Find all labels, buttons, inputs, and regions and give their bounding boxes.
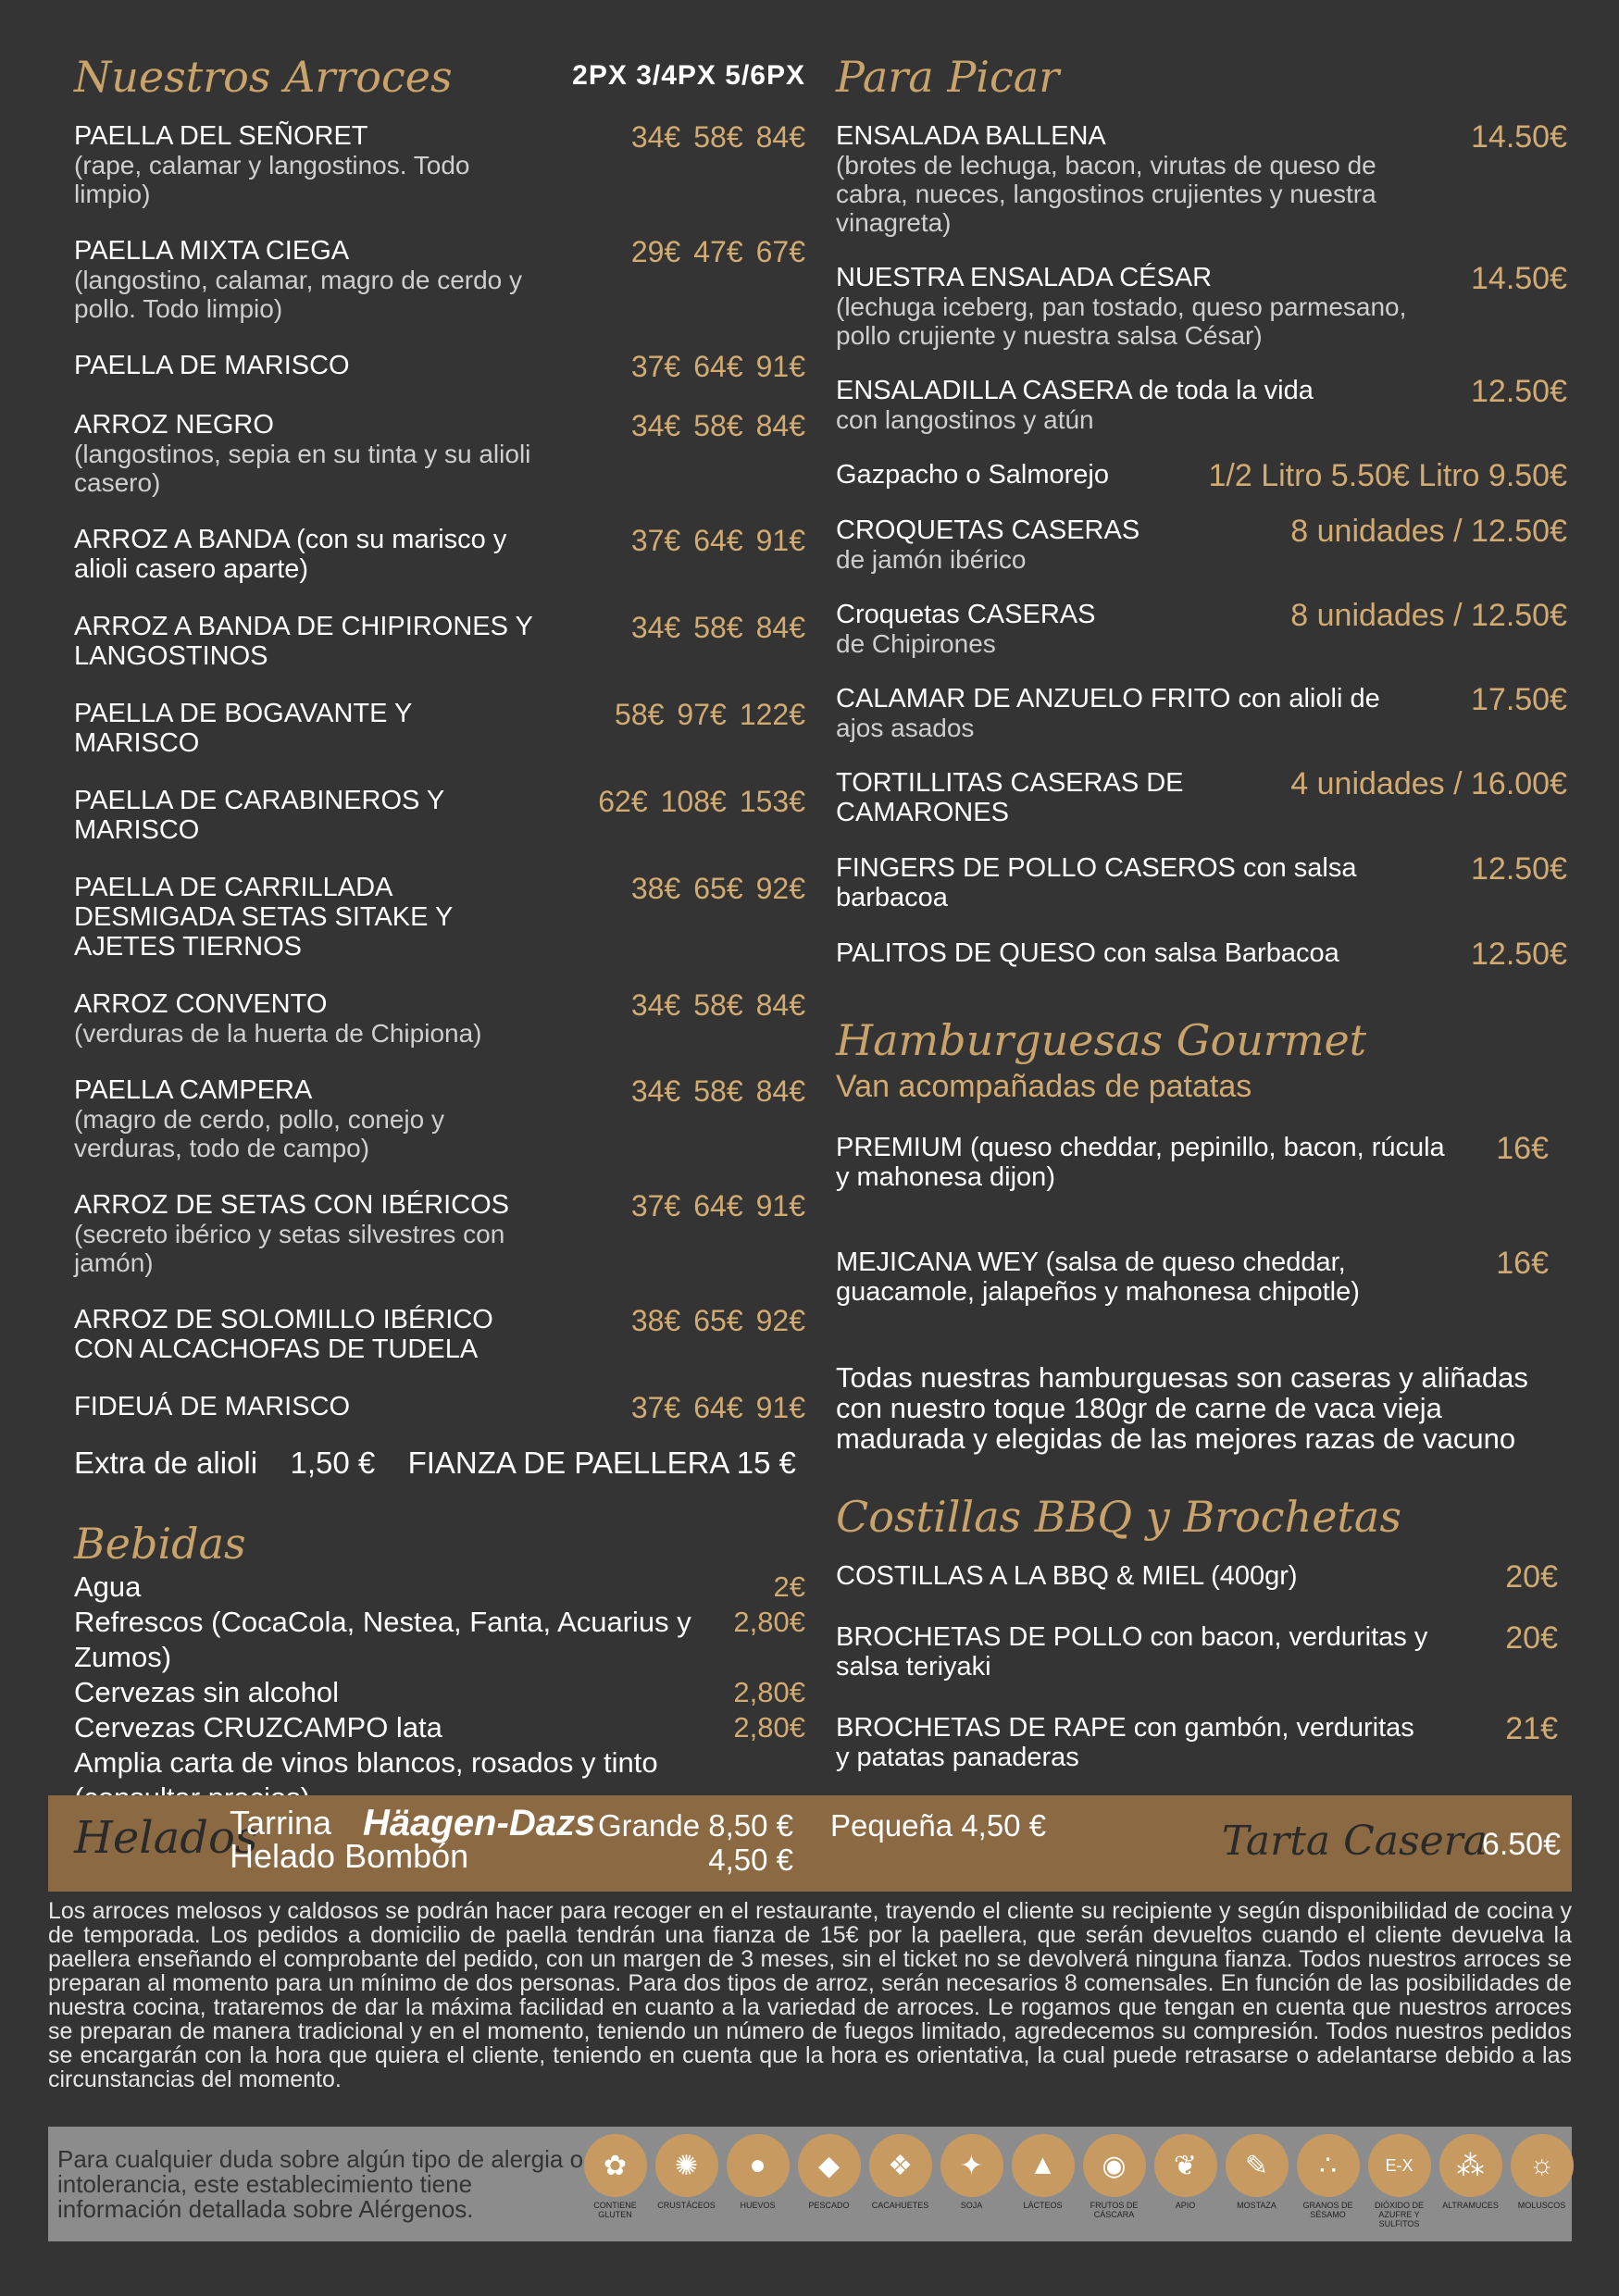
allergen-label: GRANOS DE SÉSAMO — [1302, 2201, 1353, 2219]
allergens-icons — [580, 2134, 1578, 2228]
costilla-name: BROCHETAS DE RAPE con gambón, verduritas y patatas panaderas — [836, 1713, 1414, 1772]
arroz-text — [74, 989, 537, 1048]
arroz-text — [74, 121, 537, 208]
picar-desc: (brotes de lechuga, bacon, virutas de queso de cabra, nueces, langostinos crujientes y nuestra vinagreta) — [836, 151, 1376, 237]
arroz-prices — [618, 525, 805, 556]
legal-text: Los arroces melosos y caldosos se podrán hacer para recoger en el restaurante, trayendo el cliente su recipiente y según disponibilidad de cocina y de temporada. Los pedidos a domicilio de paella tendrán una fianza de 15€ por la paellera, que serán devueltos cuando el cliente devuelva la paellera enseñando el comprobante del pedido, con un margen de 3 meses, sin el ticket no se devolverá ninguna fianza. Todos nuestros arroces se preparan al momento para un mínimo de dos personas. Para dos tipos de arroz, serán necesarios 8 comensales. En función de las posibilidades de nuestra cocina, trataremos de dar la máxima facilidad en cuanto a la variedad de arroces. Le rogamos que tengan en cuenta que nuestros arroces se preparan de manera tradicional y en el momento, teniendo un número de fuegos limitado, agredecemos su compresión. Todos nuestros pedidos se encargarán con la hora que quiera el cliente, teniendo en cuenta que la hora es orientativa, la cual puede retrasarse o adelantarse debido a las circunstancias del momento. — [48, 1898, 1572, 2092]
allergen-icon: ❦ — [1154, 2134, 1217, 2197]
arroz-name: ARROZ A BANDA (con su marisco y alioli casero aparte) — [74, 525, 507, 584]
arroces-sizes: 2PX 3/4PX 5/6PX — [572, 60, 805, 91]
arroz-item — [74, 410, 805, 497]
hamburguesas-list — [836, 1133, 1567, 1307]
picar-price: 17.50€ — [1471, 682, 1567, 717]
allergen-label: MOLUSCOS — [1517, 2201, 1566, 2210]
bebidas-title: Bebidas — [74, 1519, 246, 1569]
arroz-price-p2: 47€ — [693, 235, 743, 268]
arroz-prices — [618, 1305, 805, 1336]
arroz-item — [74, 612, 805, 671]
allergen-icon: ✦ — [940, 2134, 1003, 2197]
picar-price: 12.50€ — [1471, 374, 1567, 409]
arroz-price-p3: 153€ — [739, 785, 805, 818]
arroz-price-p1: 58€ — [615, 698, 665, 731]
picar-text — [836, 768, 1289, 827]
arroz-prices — [618, 612, 805, 643]
arroz-price-p2: 65€ — [693, 872, 743, 905]
allergen-icon: ▲ — [1012, 2134, 1075, 2197]
arroz-text — [74, 612, 537, 671]
picar-price: 14.50€ — [1471, 119, 1567, 155]
picar-desc: con langostinos y atún — [836, 405, 1094, 434]
arroz-prices — [618, 1190, 805, 1222]
arroz-name: ARROZ CONVENTO — [74, 989, 328, 1019]
arroz-text — [74, 525, 537, 584]
bebidas-section — [74, 1518, 805, 1816]
arroz-price-p1: 34€ — [630, 611, 681, 644]
arroz-desc: (rape, calamar y langostinos. Todo limpio) — [74, 151, 470, 208]
picar-text — [836, 600, 1289, 658]
burger-item — [836, 1247, 1567, 1307]
arroz-price-p1: 37€ — [630, 350, 681, 383]
arroz-price-p2: 64€ — [693, 1189, 743, 1222]
picar-text — [836, 376, 1447, 434]
burger-name: MEJICANA WEY (salsa de queso cheddar, guacamole, jalapeños y mahonesa chipotle) — [836, 1247, 1360, 1307]
allergen-item — [1436, 2134, 1505, 2228]
arroz-price-p3: 84€ — [755, 120, 805, 154]
arroz-prices — [618, 873, 805, 904]
bebida-name: Amplia carta de vinos blancos, rosados y tinto — [74, 1746, 658, 1779]
arroz-prices — [618, 1075, 805, 1107]
allergen-label: HUEVOS — [740, 2201, 776, 2210]
picar-name: Gazpacho o Salmorejo — [836, 460, 1109, 490]
allergen-item — [1293, 2134, 1363, 2228]
bebida-item — [74, 1710, 805, 1745]
arroz-price-p3: 84€ — [755, 409, 805, 442]
picar-text — [836, 515, 1289, 574]
allergen-item — [1364, 2134, 1434, 2228]
picar-name: CROQUETAS CASERAS — [836, 515, 1140, 545]
picar-item — [836, 515, 1567, 574]
helados-title: Helados — [74, 1812, 258, 1864]
arroz-name: PAELLA CAMPERA — [74, 1075, 313, 1105]
burger-item — [836, 1133, 1567, 1192]
picar-item — [836, 853, 1567, 912]
bebida-name: Cervezas CRUZCAMPO lata — [74, 1711, 442, 1744]
costillas-title: Costillas BBQ y Brochetas — [836, 1492, 1401, 1542]
arroz-price-p2: 58€ — [693, 120, 743, 154]
picar-name: FINGERS DE POLLO CASEROS con salsa barbacoa — [836, 853, 1357, 912]
allergen-icon: ☼ — [1511, 2134, 1574, 2197]
burger-name: PREMIUM (queso cheddar, pepinillo, bacon, rúcula y mahonesa dijon) — [836, 1133, 1445, 1192]
arroz-prices — [618, 121, 805, 153]
arroz-price-p2: 58€ — [693, 611, 743, 644]
allergen-icon: ⁂ — [1439, 2134, 1502, 2197]
bebidas-list — [74, 1570, 805, 1816]
arroz-name: ARROZ DE SETAS CON IBÉRICOS — [74, 1190, 509, 1220]
arroz-item — [74, 699, 805, 758]
burger-price: 16€ — [1496, 1246, 1549, 1281]
allergen-icon: E-X — [1368, 2134, 1431, 2197]
picar-name: ENSALADA BALLENA — [836, 121, 1106, 151]
costilla-item — [836, 1713, 1567, 1772]
picar-item — [836, 458, 1567, 493]
picar-item — [836, 684, 1567, 742]
arroz-price-p2: 58€ — [693, 988, 743, 1022]
arroz-item — [74, 1392, 805, 1423]
bebida-price: 2€ — [773, 1570, 805, 1603]
allergen-label: SOJA — [960, 2201, 983, 2210]
arroz-price-p1: 37€ — [630, 1189, 681, 1222]
picar-name: CALAMAR DE ANZUELO FRITO con alioli de — [836, 684, 1380, 714]
allergen-label: LÁCTEOS — [1023, 2201, 1063, 2210]
helados-bombon-price: 4,50 € — [708, 1843, 793, 1877]
arroz-price-p1: 38€ — [630, 1304, 681, 1337]
arroz-text — [74, 351, 537, 380]
arroz-item — [74, 1190, 805, 1277]
arroz-desc: (secreto ibérico y setas silvestres con jamón) — [74, 1220, 505, 1277]
arroz-price-p2: 64€ — [693, 1391, 743, 1424]
allergen-label: PESCADO — [808, 2201, 850, 2210]
costilla-item — [836, 1559, 1567, 1595]
picar-name: Croquetas CASERAS — [836, 600, 1096, 629]
arroces-header — [74, 51, 805, 103]
allergen-item — [1008, 2134, 1077, 2228]
arroz-desc: (magro de cerdo, pollo, conejo y verduras, todo de campo) — [74, 1105, 444, 1162]
arroz-item — [74, 873, 805, 962]
hamburguesas-subtitle: Van acompañadas de patatas — [836, 1069, 1252, 1104]
arroz-desc: (langostino, calamar, magro de cerdo y pollo. Todo limpio) — [74, 266, 523, 323]
costilla-price: 20€ — [1505, 1620, 1558, 1656]
arroz-price-p1: 34€ — [630, 120, 681, 154]
arroz-text — [74, 1305, 537, 1364]
arroz-item — [74, 1075, 805, 1162]
arroz-price-p3: 84€ — [755, 611, 805, 644]
haagen-dazs-logo: Häagen-Dazs — [363, 1803, 596, 1843]
picar-name: PALITOS DE QUESO con salsa Barbacoa — [836, 938, 1339, 968]
bebida-price: 2,80€ — [733, 1711, 805, 1744]
costilla-name: BROCHETAS DE POLLO con bacon, verduritas y salsa teriyaki — [836, 1622, 1428, 1682]
costilla-item — [836, 1622, 1567, 1682]
arroces-list — [74, 121, 805, 1423]
helados-tarrina: Tarrina — [230, 1804, 332, 1842]
picar-text — [836, 684, 1447, 742]
picar-price: 12.50€ — [1471, 937, 1567, 972]
picar-price: 8 unidades / 12.50€ — [1290, 598, 1567, 633]
burger-price: 16€ — [1496, 1131, 1549, 1166]
arroz-text — [74, 1075, 537, 1162]
arroz-name: PAELLA DE CARRILLADA DESMIGADA SETAS SITAKE Y AJETES TIERNOS — [74, 873, 453, 962]
allergen-label: ALTRAMUCES — [1442, 2201, 1499, 2210]
arroz-price-p1: 34€ — [630, 1074, 681, 1108]
picar-item — [836, 263, 1567, 350]
allergen-icon: ◉ — [1083, 2134, 1146, 2197]
arroz-name: PAELLA DE MARISCO — [74, 351, 350, 380]
arroz-text — [74, 1190, 537, 1277]
allergen-icon: ✿ — [584, 2134, 647, 2197]
arroz-name: ARROZ A BANDA DE CHIPIRONES Y LANGOSTINOS — [74, 612, 533, 671]
allergen-item — [1507, 2134, 1576, 2228]
arroz-price-p1: 62€ — [598, 785, 648, 818]
tarta-casera-price: 6.50€ — [1481, 1827, 1561, 1862]
arroces-extras — [74, 1446, 796, 1481]
allergen-icon: ✺ — [655, 2134, 718, 2197]
bebida-item — [74, 1570, 805, 1605]
arroz-item — [74, 989, 805, 1048]
picar-item — [836, 937, 1567, 972]
arroz-price-p1: 29€ — [630, 235, 681, 268]
allergen-label: MOSTAZA — [1237, 2201, 1277, 2210]
allergen-label: FRUTOS DE CÁSCARA — [1090, 2201, 1139, 2219]
arroz-price-p2: 108€ — [660, 785, 727, 818]
arroz-price-p3: 92€ — [755, 1304, 805, 1337]
picar-price: 4 unidades / 16.00€ — [1290, 766, 1567, 801]
arroz-price-p2: 97€ — [677, 698, 727, 731]
costillas-list — [836, 1561, 1567, 1772]
allergen-label: DIÓXIDO DE AZUFRE Y SULFITOS — [1374, 2201, 1424, 2228]
picar-name: ENSALADILLA CASERA de toda la vida — [836, 376, 1314, 405]
arroz-price-p2: 58€ — [693, 1074, 743, 1108]
picar-title: Para Picar — [836, 52, 1060, 102]
helados-prices — [598, 1808, 793, 1877]
allergen-icon: ◆ — [798, 2134, 861, 2197]
picar-desc: ajos asados — [836, 714, 975, 742]
arroz-prices — [618, 1392, 805, 1423]
allergen-icon: ∴ — [1297, 2134, 1360, 2197]
picar-text — [836, 121, 1447, 237]
picar-price: 14.50€ — [1471, 261, 1567, 296]
extra-price: 1,50 € — [290, 1446, 376, 1480]
arroz-item — [74, 786, 805, 845]
arroz-item — [74, 351, 805, 382]
arroz-price-p3: 92€ — [755, 872, 805, 905]
arroz-text — [74, 786, 537, 845]
arroz-price-p3: 84€ — [755, 1074, 805, 1108]
bebida-item — [74, 1605, 805, 1675]
hamburguesas-note: Todas nuestras hamburguesas son caseras y aliñadas con nuestro toque 180gr de carne de vaca vieja madurada y elegidas de las mejores razas de vacuno — [836, 1361, 1528, 1455]
picar-item — [836, 768, 1567, 827]
arroz-item — [74, 121, 805, 208]
left-column — [74, 51, 805, 1816]
costilla-name: COSTILLAS A LA BBQ & MIEL (400gr) — [836, 1561, 1298, 1591]
helados-bombon: Helado Bombón — [230, 1837, 469, 1875]
arroz-name: PAELLA DE BOGAVANTE Y MARISCO — [74, 699, 412, 758]
arroz-text — [74, 873, 537, 962]
picar-item — [836, 600, 1567, 658]
allergen-icon: ● — [727, 2134, 790, 2197]
arroz-price-p3: 91€ — [755, 350, 805, 383]
picar-list — [836, 119, 1567, 972]
arroz-price-p2: 65€ — [693, 1304, 743, 1337]
tarta-casera-title: Tarta Casera — [1222, 1818, 1488, 1865]
right-column — [836, 51, 1567, 1804]
bebida-name: Agua — [74, 1570, 142, 1603]
picar-desc: de Chipirones — [836, 629, 996, 658]
arroz-name: ARROZ NEGRO — [74, 410, 274, 440]
arroz-name: PAELLA DE CARABINEROS Y MARISCO — [74, 786, 444, 845]
allergen-item — [652, 2134, 721, 2228]
picar-text — [836, 853, 1447, 912]
hamburguesas-title: Hamburguesas Gourmet — [836, 1015, 1367, 1065]
bebida-price: 2,80€ — [733, 1676, 805, 1708]
arroz-price-p2: 64€ — [693, 524, 743, 557]
allergen-label: CACAHUETES — [871, 2201, 929, 2210]
allergen-item — [794, 2134, 864, 2228]
arroz-name: PAELLA MIXTA CIEGA — [74, 236, 350, 266]
arroz-price-p1: 37€ — [630, 1391, 681, 1424]
bebida-name: Cervezas sin alcohol — [74, 1676, 340, 1708]
arroz-price-p3: 91€ — [755, 524, 805, 557]
allergen-item — [1079, 2134, 1149, 2228]
arroz-price-p2: 58€ — [693, 409, 743, 442]
arroz-text — [74, 699, 537, 758]
arroz-desc: (langostinos, sepia en su tinta y su alioli casero) — [74, 440, 531, 497]
allergens-bar — [48, 2127, 1572, 2241]
allergen-item — [866, 2134, 935, 2228]
arroz-prices — [618, 989, 805, 1021]
arroz-prices — [618, 236, 805, 267]
arroz-text — [74, 1392, 537, 1421]
allergen-label: CONTIENE GLUTEN — [593, 2201, 637, 2219]
picar-name: NUESTRA ENSALADA CÉSAR — [836, 263, 1213, 292]
arroces-title: Nuestros Arroces — [74, 52, 453, 102]
arroz-price-p3: 67€ — [755, 235, 805, 268]
arroz-prices — [585, 786, 805, 817]
arroz-name: ARROZ DE SOLOMILLO IBÉRICO CON ALCACHOFAS DE TUDELA — [74, 1305, 493, 1364]
costilla-price: 21€ — [1505, 1711, 1558, 1746]
allergen-label: CRUSTÁCEOS — [657, 2201, 716, 2210]
picar-item — [836, 121, 1567, 237]
arroz-prices — [618, 410, 805, 441]
helados-pequena: Pequeña 4,50 € — [830, 1808, 1047, 1843]
allergen-label: APIO — [1175, 2201, 1196, 2210]
allergens-text: Para cualquier duda sobre algún tipo de alergia o intolerancia, este establecimiento tiene información detallada sobre Alérgenos. — [57, 2145, 584, 2223]
arroz-price-p3: 91€ — [755, 1189, 805, 1222]
picar-text — [836, 938, 1447, 968]
arroz-price-p1: 34€ — [630, 409, 681, 442]
allergen-item — [1222, 2134, 1291, 2228]
arroz-item — [74, 1305, 805, 1364]
picar-price: 8 unidades / 12.50€ — [1290, 514, 1567, 549]
allergen-icon: ❖ — [869, 2134, 932, 2197]
bebida-item — [74, 1675, 805, 1710]
helados-bar — [48, 1795, 1572, 1892]
arroz-desc: (verduras de la huerta de Chipiona) — [74, 1019, 482, 1048]
picar-price: 1/2 Litro 5.50€ Litro 9.50€ — [1208, 458, 1567, 493]
arroz-price-p1: 34€ — [630, 988, 681, 1022]
arroz-name: PAELLA DEL SEÑORET — [74, 121, 368, 151]
arroz-text — [74, 236, 537, 323]
extra-label: Extra de alioli — [74, 1446, 258, 1480]
picar-price: 12.50€ — [1471, 851, 1567, 887]
arroz-item — [74, 525, 805, 584]
arroz-price-p3: 91€ — [755, 1391, 805, 1424]
allergen-item — [723, 2134, 792, 2228]
bebida-price: 2,80€ — [733, 1606, 805, 1638]
costilla-price: 20€ — [1505, 1559, 1558, 1595]
bebida-name: Refrescos (CocaCola, Nestea, Fanta, Acuarius y Zumos) — [74, 1606, 691, 1673]
arroz-prices — [618, 351, 805, 382]
allergen-icon: ✎ — [1226, 2134, 1289, 2197]
fianza-text: FIANZA DE PAELLERA 15 € — [407, 1446, 796, 1480]
helados-grande: Grande 8,50 € — [598, 1808, 793, 1843]
arroz-price-p3: 122€ — [739, 698, 805, 731]
arroz-price-p2: 64€ — [693, 350, 743, 383]
allergen-item — [937, 2134, 1006, 2228]
arroz-prices — [602, 699, 805, 730]
picar-item — [836, 376, 1567, 434]
allergen-item — [1151, 2134, 1220, 2228]
arroz-item — [74, 236, 805, 323]
arroz-name: FIDEUÁ DE MARISCO — [74, 1392, 351, 1421]
picar-name: TORTILLITAS CASERAS DE CAMARONES — [836, 768, 1184, 827]
arroz-text — [74, 410, 537, 497]
arroz-price-p1: 38€ — [630, 872, 681, 905]
arroz-price-p1: 37€ — [630, 524, 681, 557]
picar-desc: de jamón ibérico — [836, 545, 1027, 574]
picar-desc: (lechuga iceberg, pan tostado, queso parmesano, pollo crujiente y nuestra salsa César) — [836, 292, 1407, 350]
allergen-item — [580, 2134, 650, 2228]
arroz-price-p3: 84€ — [755, 988, 805, 1022]
picar-text — [836, 263, 1447, 350]
